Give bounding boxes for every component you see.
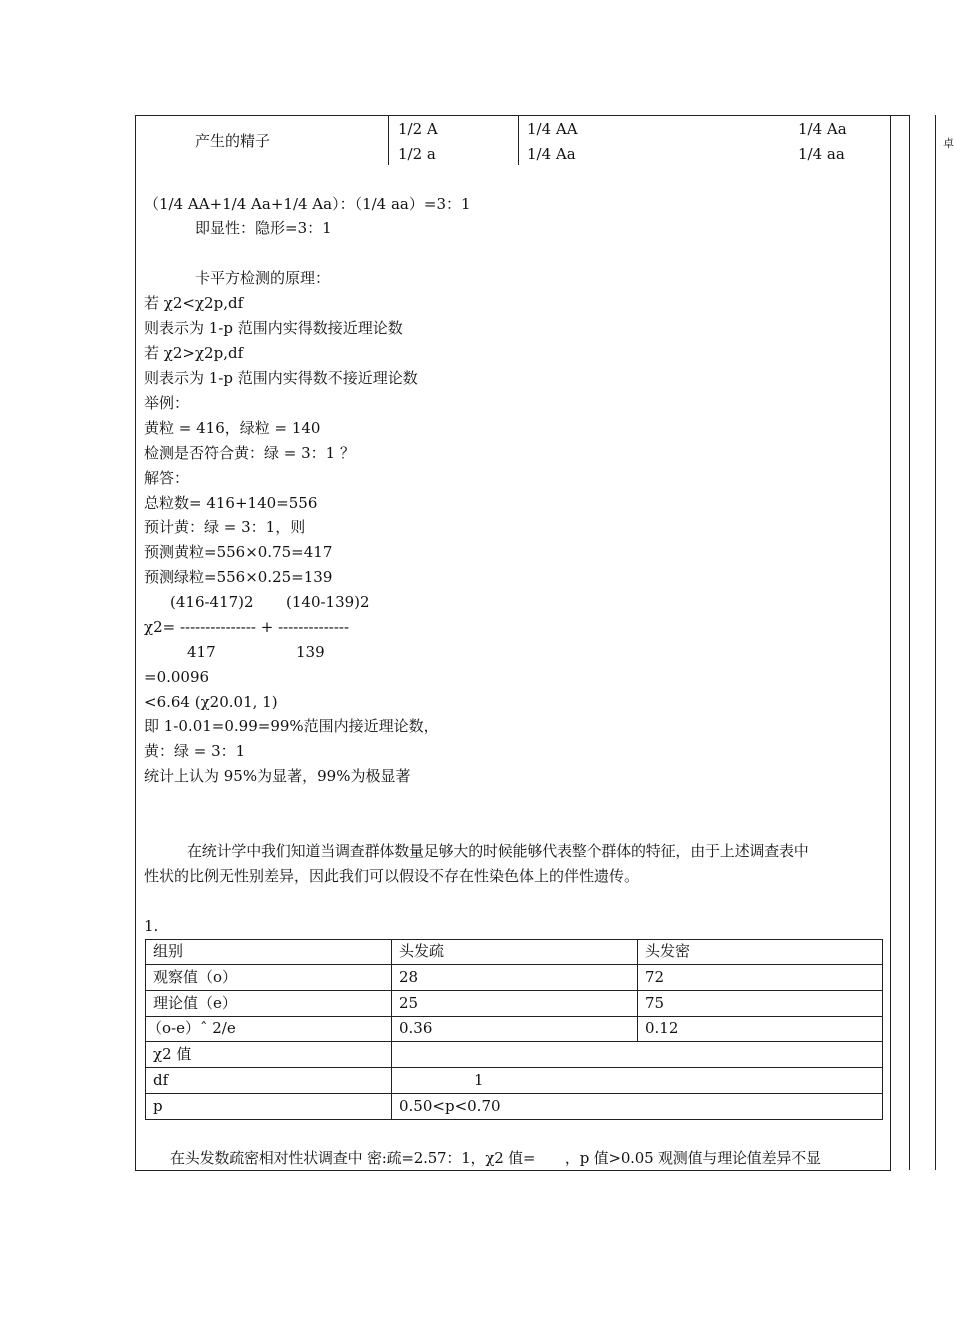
sperm-allele-a: 1/2 a bbox=[398, 145, 436, 163]
row-value: 72 bbox=[645, 968, 665, 986]
result-line: 统计上认为 95%为显著，99%为极显著 bbox=[144, 767, 411, 785]
sperm-label: 产生的精子 bbox=[195, 132, 271, 150]
df-label: df bbox=[153, 1071, 169, 1089]
frame-right-line-2 bbox=[909, 115, 910, 1170]
text-line: 若 χ2>χ2p,df bbox=[144, 344, 244, 362]
text-line: 黄粒 = 416，绿粒 = 140 bbox=[144, 419, 321, 437]
offspring-aa: 1/4 aa bbox=[798, 145, 845, 163]
text-line: 检测是否符合黄：绿 = 3：1 ？ bbox=[144, 444, 355, 462]
stats-table-rule bbox=[145, 1041, 882, 1042]
conclusion-line: 在头发数疏密相对性状调查中 密:疏=2.57：1，χ2 值= ，p 值>0.05 观测值与理论值差异不显 bbox=[170, 1149, 821, 1167]
stats-table-rule bbox=[145, 1016, 882, 1017]
df-value: 1 bbox=[474, 1071, 484, 1089]
text-line: 则表示为 1-p 范围内实得数接近理论数 bbox=[144, 319, 403, 337]
stats-table-rule bbox=[145, 990, 882, 991]
stats-table-col-divider-2 bbox=[637, 939, 638, 1042]
offspring-Aa-1: 1/4 Aa bbox=[527, 145, 576, 163]
frame-far-right-line bbox=[935, 115, 936, 1170]
formula-denominator-2: 139 bbox=[296, 643, 325, 661]
paragraph-line-1: 在统计学中我们知道当调查群体数量足够大的时候能够代表整个群体的特征，由于上述调查表中 bbox=[187, 842, 809, 860]
row-label: （o-e）ˆ 2/e bbox=[147, 1019, 236, 1037]
row-value: 75 bbox=[645, 994, 665, 1012]
offspring-Aa-2: 1/4 Aa bbox=[798, 120, 847, 138]
text-line: 预测绿粒=556×0.25=139 bbox=[144, 568, 333, 586]
row-value: 0.36 bbox=[399, 1019, 433, 1037]
top-table-divider-1 bbox=[388, 115, 389, 165]
chi-label: χ2 值 bbox=[153, 1045, 192, 1063]
stats-table-rule bbox=[145, 964, 882, 965]
paragraph-line-2: 性状的比例无性别差异，因此我们可以假设不存在性染色体上的伴性遗传。 bbox=[144, 867, 640, 885]
text-line: 则表示为 1-p 范围内实得数不接近理论数 bbox=[144, 369, 418, 387]
chi-square-heading: 卡平方检测的原理： bbox=[195, 269, 331, 287]
stats-table-rule bbox=[145, 1067, 882, 1068]
row-label: 理论值（e） bbox=[153, 994, 237, 1012]
text-line: 预测黄粒=556×0.75=417 bbox=[144, 543, 333, 561]
frame-right-line bbox=[890, 115, 891, 1170]
row-label: 观察值（o） bbox=[153, 968, 238, 986]
text-line: 若 χ2<χ2p,df bbox=[144, 294, 244, 312]
row-value: 0.12 bbox=[645, 1019, 679, 1037]
stats-table-rule bbox=[145, 1119, 882, 1120]
ratio-line: （1/4 AA+1/4 Aa+1/4 Aa）：（1/4 aa）=3：1 bbox=[144, 195, 471, 213]
header-group: 组别 bbox=[153, 942, 184, 960]
row-value: 28 bbox=[399, 968, 419, 986]
text-line: 预计黄：绿 = 3：1，则 bbox=[144, 518, 306, 536]
p-label: p bbox=[153, 1097, 163, 1115]
text-line: 总粒数= 416+140=556 bbox=[144, 494, 318, 512]
result-line: =0.0096 bbox=[144, 668, 210, 686]
stats-table-col-divider-1 bbox=[391, 939, 392, 1120]
stats-table-border-left bbox=[145, 939, 146, 1120]
stats-table-rule bbox=[145, 1093, 882, 1094]
sperm-allele-A: 1/2 A bbox=[398, 120, 438, 138]
dominance-line: 即显性：隐形=3：1 bbox=[195, 219, 332, 237]
formula-fraction-line: χ2= --------------- + -------------- bbox=[144, 618, 350, 636]
header-dense-hair: 头发密 bbox=[645, 942, 691, 960]
result-line: <6.64 (χ20.01, 1) bbox=[144, 693, 278, 711]
formula-denominator-1: 417 bbox=[187, 643, 216, 661]
row-value: 25 bbox=[399, 994, 419, 1012]
result-line: 黄：绿 = 3：1 bbox=[144, 742, 246, 760]
header-sparse-hair: 头发疏 bbox=[399, 942, 445, 960]
formula-numerator-1: (416-417)2 bbox=[170, 593, 254, 611]
p-value: 0.50<p<0.70 bbox=[399, 1097, 501, 1115]
frame-bottom-line bbox=[135, 1170, 891, 1171]
frame-left-line bbox=[135, 115, 136, 1170]
cut-off-character: 卓 bbox=[943, 137, 954, 150]
offspring-AA: 1/4 AA bbox=[527, 120, 578, 138]
result-line: 即 1-0.01=0.99=99%范围内接近理论数， bbox=[144, 717, 439, 735]
stats-table-border-right bbox=[882, 939, 883, 1120]
text-line: 解答： bbox=[144, 469, 190, 487]
table-number: 1. bbox=[144, 917, 159, 935]
formula-numerator-2: (140-139)2 bbox=[286, 593, 370, 611]
text-line: 举例： bbox=[144, 394, 190, 412]
frame-top-line bbox=[135, 115, 910, 116]
top-table-divider-2 bbox=[518, 115, 519, 165]
stats-table-rule bbox=[145, 939, 882, 940]
